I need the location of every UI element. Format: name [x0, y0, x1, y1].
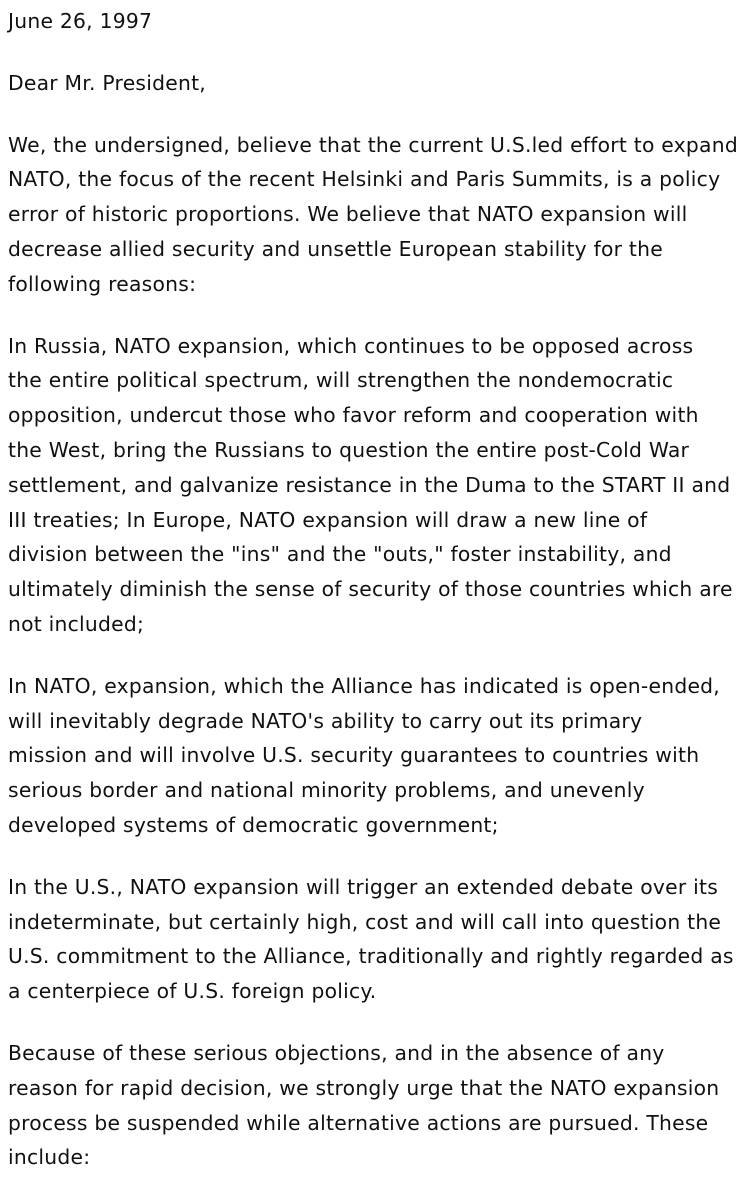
- paragraph-1: [8, 128, 738, 302]
- paragraph-line: settlement, and galvanize resistance in the Duma to the START II and: [8, 472, 731, 497]
- salutation-line: Dear Mr. President,: [8, 70, 206, 95]
- paragraph-line: indeterminate, but certainly high, cost and will call into question the: [8, 909, 722, 934]
- paragraph-5: [8, 1036, 732, 1175]
- date-line: June 26, 1997: [8, 9, 153, 33]
- paragraph-line: In the U.S., NATO expansion will trigger an extended debate over its: [8, 874, 719, 899]
- letter-date: [8, 4, 732, 39]
- paragraph-line: ultimately diminish the sense of security of those countries which are: [8, 577, 733, 602]
- paragraph-line: include:: [8, 1145, 91, 1170]
- paragraph-line: following reasons:: [8, 271, 197, 296]
- paragraph-line: developed systems of democratic government;: [8, 812, 499, 837]
- paragraph-line: decrease allied security and unsettle European stability for the: [8, 236, 663, 261]
- paragraph-line: opposition, undercut those who favor reform and cooperation with: [8, 403, 699, 428]
- letter-body: [8, 4, 738, 1202]
- paragraph-line: error of historic proportions. We believe that NATO expansion will: [8, 202, 688, 227]
- paragraph-line: will inevitably degrade NATO's ability to carry out its primary: [8, 708, 643, 733]
- paragraph-4: [8, 870, 732, 1009]
- paragraph-line: In NATO, expansion, which the Alliance has indicated is open-ended,: [8, 673, 720, 698]
- paragraph-line: division between the "ins" and the "outs," foster instability, and: [8, 542, 672, 567]
- paragraph-line: not included;: [8, 611, 145, 636]
- paragraph-line: NATO, the focus of the recent Helsinki and Paris Summits, is a policy: [8, 167, 721, 192]
- paragraph-line: a centerpiece of U.S. foreign policy.: [8, 979, 377, 1004]
- paragraph-line: process be suspended while alternative actions are pursued. These: [8, 1110, 709, 1135]
- paragraph-3: [8, 669, 732, 843]
- paragraph-line: U.S. commitment to the Alliance, traditionally and rightly regarded as: [8, 944, 734, 969]
- paragraph-line: We, the undersigned, believe that the current U.S.led effort to expand: [8, 132, 738, 157]
- paragraph-line: reason for rapid decision, we strongly urge that the NATO expansion: [8, 1075, 720, 1100]
- paragraph-line: In Russia, NATO expansion, which continues to be opposed across: [8, 333, 694, 358]
- paragraph-line: the West, bring the Russians to question the entire post-Cold War: [8, 437, 690, 462]
- paragraph-line: Because of these serious objections, and in the absence of any: [8, 1040, 665, 1065]
- paragraph-line: serious border and national minority problems, and unevenly: [8, 778, 645, 803]
- paragraph-line: III treaties; In Europe, NATO expansion will draw a new line of: [8, 507, 648, 532]
- paragraph-2: [8, 329, 732, 642]
- paragraph-line: the entire political spectrum, will strengthen the nondemocratic: [8, 368, 674, 393]
- paragraph-line: mission and will involve U.S. security guarantees to countries with: [8, 743, 700, 768]
- letter-salutation: [8, 66, 732, 101]
